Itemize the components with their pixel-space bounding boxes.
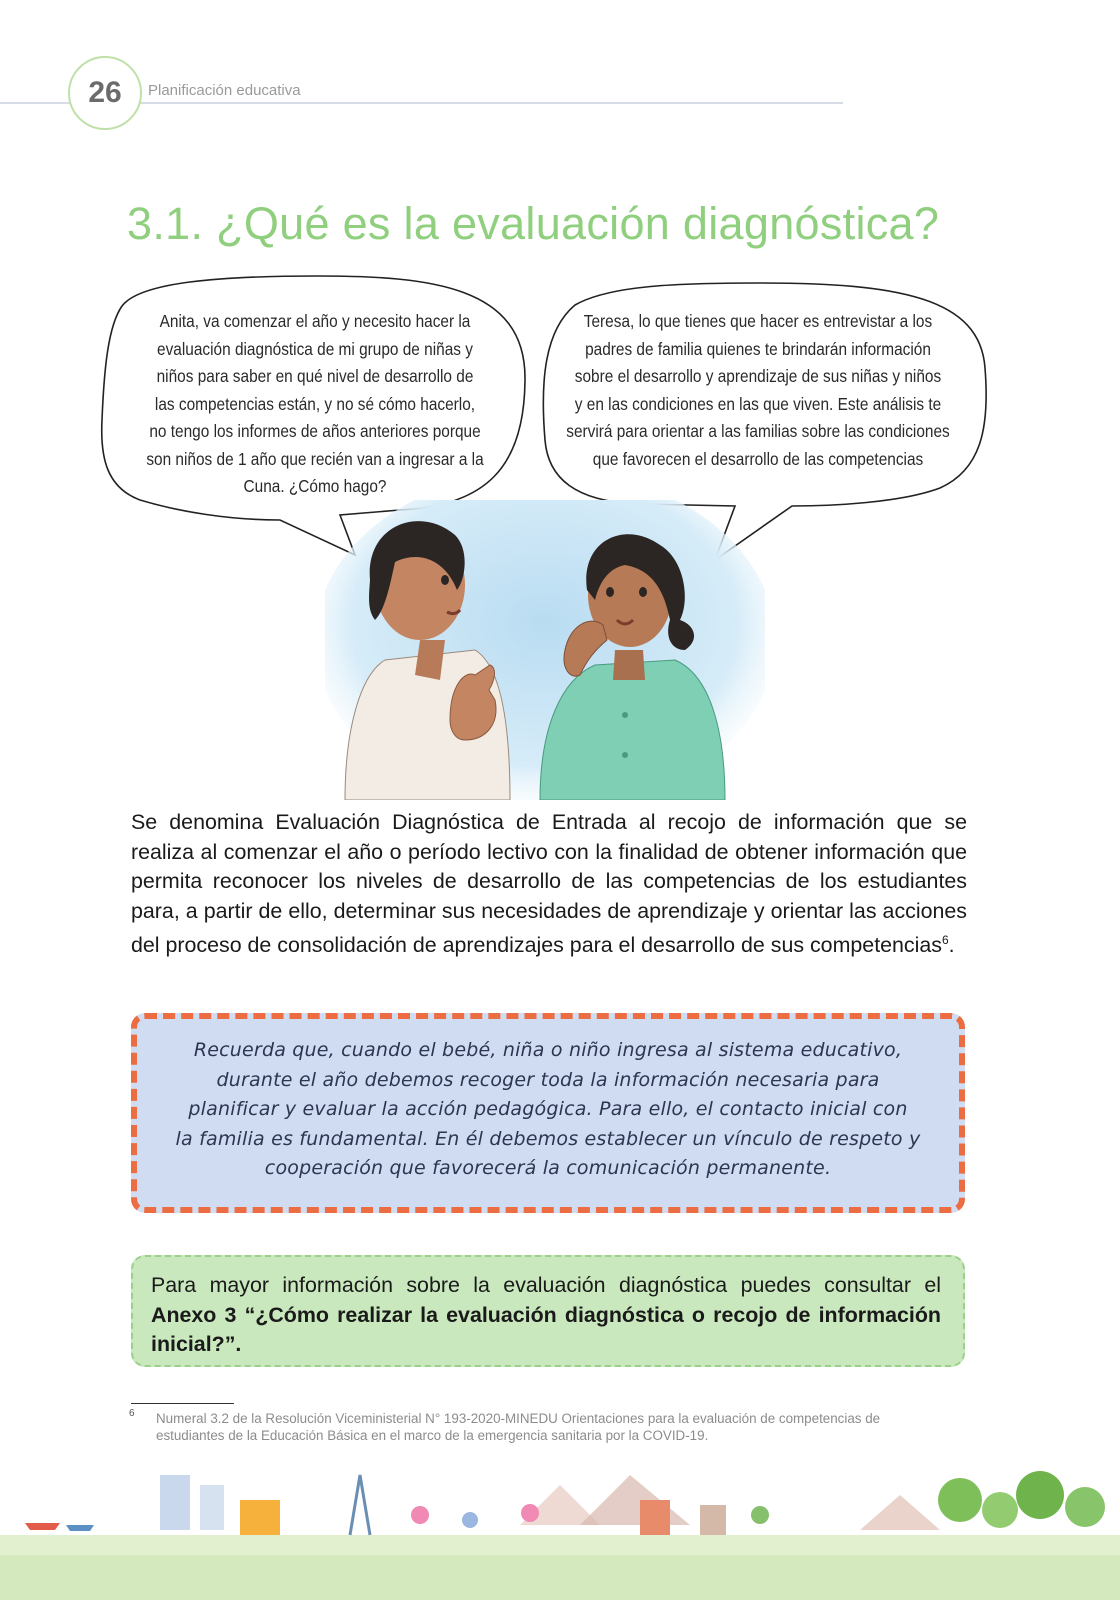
footnote-number: 6 [129, 1408, 135, 1419]
info-text [151, 1271, 941, 1360]
bubble-right-text [564, 308, 951, 473]
bubble-left-line: no tengo los informes de años anteriores porque [149, 421, 481, 441]
info-intro: Para mayor información sobre la evaluación diagnóstica puedes consultar el [151, 1273, 941, 1297]
bubble-left-line: niños para saber en qué nivel de desarrollo de [156, 366, 474, 386]
body-paragraph [131, 808, 967, 961]
footer-landscape-illustration [0, 1455, 1120, 1600]
page-number: 26 [68, 56, 142, 130]
reminder-line: la familia es fundamental. En él debemos establecer un vínculo de respeto y [175, 1127, 921, 1150]
bubble-left-line: Cuna. ¿Cómo hago? [243, 476, 387, 496]
bubble-left-text [130, 308, 500, 501]
bubble-right-line: Teresa, lo que tienes que hacer es entrevistar a los [583, 311, 933, 331]
body-paragraph-end: . [948, 933, 955, 958]
running-title: Planificación educativa [148, 82, 301, 99]
bubble-left-line: evaluación diagnóstica de mi grupo de niñas y [157, 338, 473, 359]
women-talking-illustration [325, 500, 765, 800]
bubble-left-line: Anita, va comenzar el año y necesito hacer la [159, 311, 471, 331]
footnote-rule [131, 1403, 234, 1404]
reminder-line: durante el año debemos recoger toda la información necesaria para [216, 1068, 880, 1091]
reminder-line: cooperación que favorecerá la comunicación permanente. [264, 1157, 832, 1179]
section-title: 3.1. ¿Qué es la evaluación diagnóstica? [127, 198, 940, 249]
annex-reference: Anexo 3 “¿Cómo realizar la evaluación diagnóstica o recojo de información inicial?”. [151, 1302, 941, 1357]
bubble-left-line: las competencias están, y no sé cómo hacerlo, [154, 393, 476, 414]
reminder-line: planificar y evaluar la acción pedagógica. Para ello, el contacto inicial con [188, 1098, 908, 1120]
bubble-right-line: que favorecen el desarrollo de las competencias [592, 448, 924, 469]
reminder-text [150, 1036, 946, 1184]
bubble-right-line: padres de familia quienes te brindarán información [585, 338, 931, 359]
bubble-right-line: y en las condiciones en las que viven. Este análisis te [574, 393, 942, 414]
bubble-left-line: son niños de 1 año que recién van a ingresar a la [146, 448, 484, 469]
bubble-right-line: servirá para orientar a las familias sobre las condiciones [566, 421, 950, 441]
footnote-reference: 6 [941, 933, 949, 948]
bubble-right-line: sobre el desarrollo y aprendizaje de sus niñas y niños [574, 366, 942, 386]
reminder-line: Recuerda que, cuando el bebé, niña o niño ingresa al sistema educativo, [193, 1039, 903, 1061]
footnote-text: Numeral 3.2 de la Resolución Viceministerial N° 193-2020-MINEDU Orientaciones para la evaluación de competencias de estudiantes de la Educación Básica en el marco de la emergencia sanitaria por la COVID-19. [156, 1411, 881, 1443]
body-paragraph-text: Se denomina Evaluación Diagnóstica de Entrada al recojo de información que se realiza al comenzar el año o período lectivo con la finalidad de obtener información que permita reconocer los niveles de desarrollo de las competencias de los estudiantes para, a partir de ello, determinar sus necesidades de aprendizaje y orientar las acciones del proceso de consolidación de aprendizajes para el desarrollo de sus competencias [131, 810, 967, 958]
